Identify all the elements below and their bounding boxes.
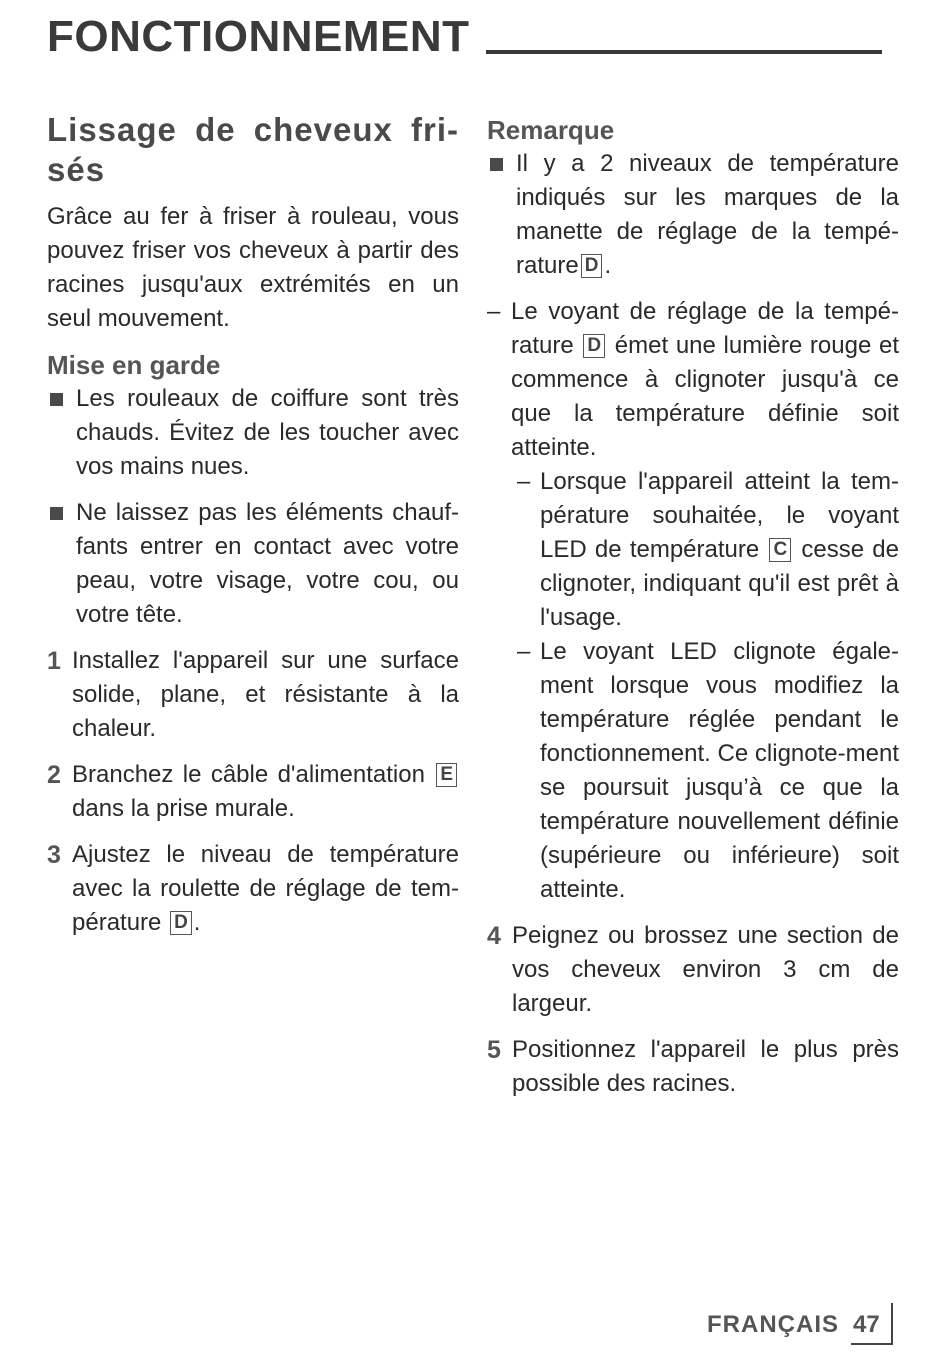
step-item-2: 2 Branchez le câble d'alimentation E dans la prise murale. bbox=[47, 758, 459, 826]
step-item-3: 3 Ajustez le niveau de température avec la roulette de réglage de tem-pérature D . bbox=[47, 838, 459, 940]
part-key-label: D bbox=[581, 254, 603, 278]
step-number: 1 bbox=[47, 647, 61, 675]
note-item: Il y a 2 niveaux de température indiqués sur les marques de la manette de réglage de la tempé-rature D . bbox=[487, 147, 899, 283]
note-title: Remarque bbox=[487, 115, 615, 145]
square-bullet-icon bbox=[50, 393, 63, 406]
step-number: 5 bbox=[487, 1036, 501, 1064]
square-bullet-icon bbox=[50, 507, 63, 520]
part-key-label: D bbox=[170, 911, 192, 935]
footer-rule-vertical bbox=[891, 1303, 893, 1345]
warning-item: Les rouleaux de coiffure sont très chauds. Évitez de les toucher avec vos mains nues. bbox=[47, 382, 459, 484]
step-item-1: 1 Installez l'appareil sur une surface solide, plane, et résistante à la chaleur. bbox=[47, 644, 459, 746]
page-number: 47 bbox=[853, 1311, 880, 1338]
dash-marker: – bbox=[487, 298, 501, 325]
step-number: 2 bbox=[47, 761, 61, 789]
intro-paragraph: Grâce au fer à friser à rouleau, vous pouvez friser vos cheveux à partir des racines jusqu'aux extrémités en un seul mouvement. bbox=[47, 203, 459, 332]
step-item-4: 4 Peignez ou brossez une section de vos cheveux environ 3 cm de largeur. bbox=[487, 919, 899, 1021]
sub-dash-item: – Le voyant LED clignote égale-ment lorsque vous modifiez la température réglée pendant le fonctionnement. Ce clignote-ment se poursuit jusqu’à ce que la température nouvellement définie (supérieure ou inférieure) soit atteinte. bbox=[487, 635, 899, 907]
page-header-title: FONCTIONNEMENT bbox=[47, 12, 470, 61]
right-column bbox=[487, 113, 899, 1101]
step-item-5: 5 Positionnez l'appareil le plus près possible des racines. bbox=[487, 1033, 899, 1101]
part-key-label: E bbox=[436, 763, 457, 787]
square-bullet-icon bbox=[490, 158, 503, 171]
footer-language: FRANÇAIS bbox=[707, 1311, 839, 1338]
section-title: Lissage de cheveux fri-sés bbox=[47, 111, 459, 188]
dash-marker: – bbox=[517, 638, 531, 665]
footer-rule-horizontal bbox=[851, 1343, 893, 1345]
step-number: 4 bbox=[487, 922, 501, 950]
dash-item: – Le voyant de réglage de la tempé-rature D émet une lumière rouge et commence à clignoter jusqu'à ce que la température définie soit atteinte. bbox=[487, 295, 899, 465]
part-key-label: D bbox=[583, 334, 605, 358]
warning-title: Mise en garde bbox=[47, 350, 221, 380]
header-rule bbox=[486, 50, 882, 54]
dash-marker: – bbox=[517, 468, 531, 495]
warning-item: Ne laissez pas les éléments chauf-fants entrer en contact avec votre peau, votre visage, votre cou, ou votre tête. bbox=[47, 496, 459, 632]
part-key-label: C bbox=[769, 538, 791, 562]
step-number: 3 bbox=[47, 841, 61, 869]
sub-dash-item: – Lorsque l'appareil atteint la tem-pérature souhaitée, le voyant LED de température C cesse de clignoter, indiquant qu'il est prêt à l'usage. bbox=[487, 465, 899, 635]
left-column bbox=[47, 110, 459, 940]
